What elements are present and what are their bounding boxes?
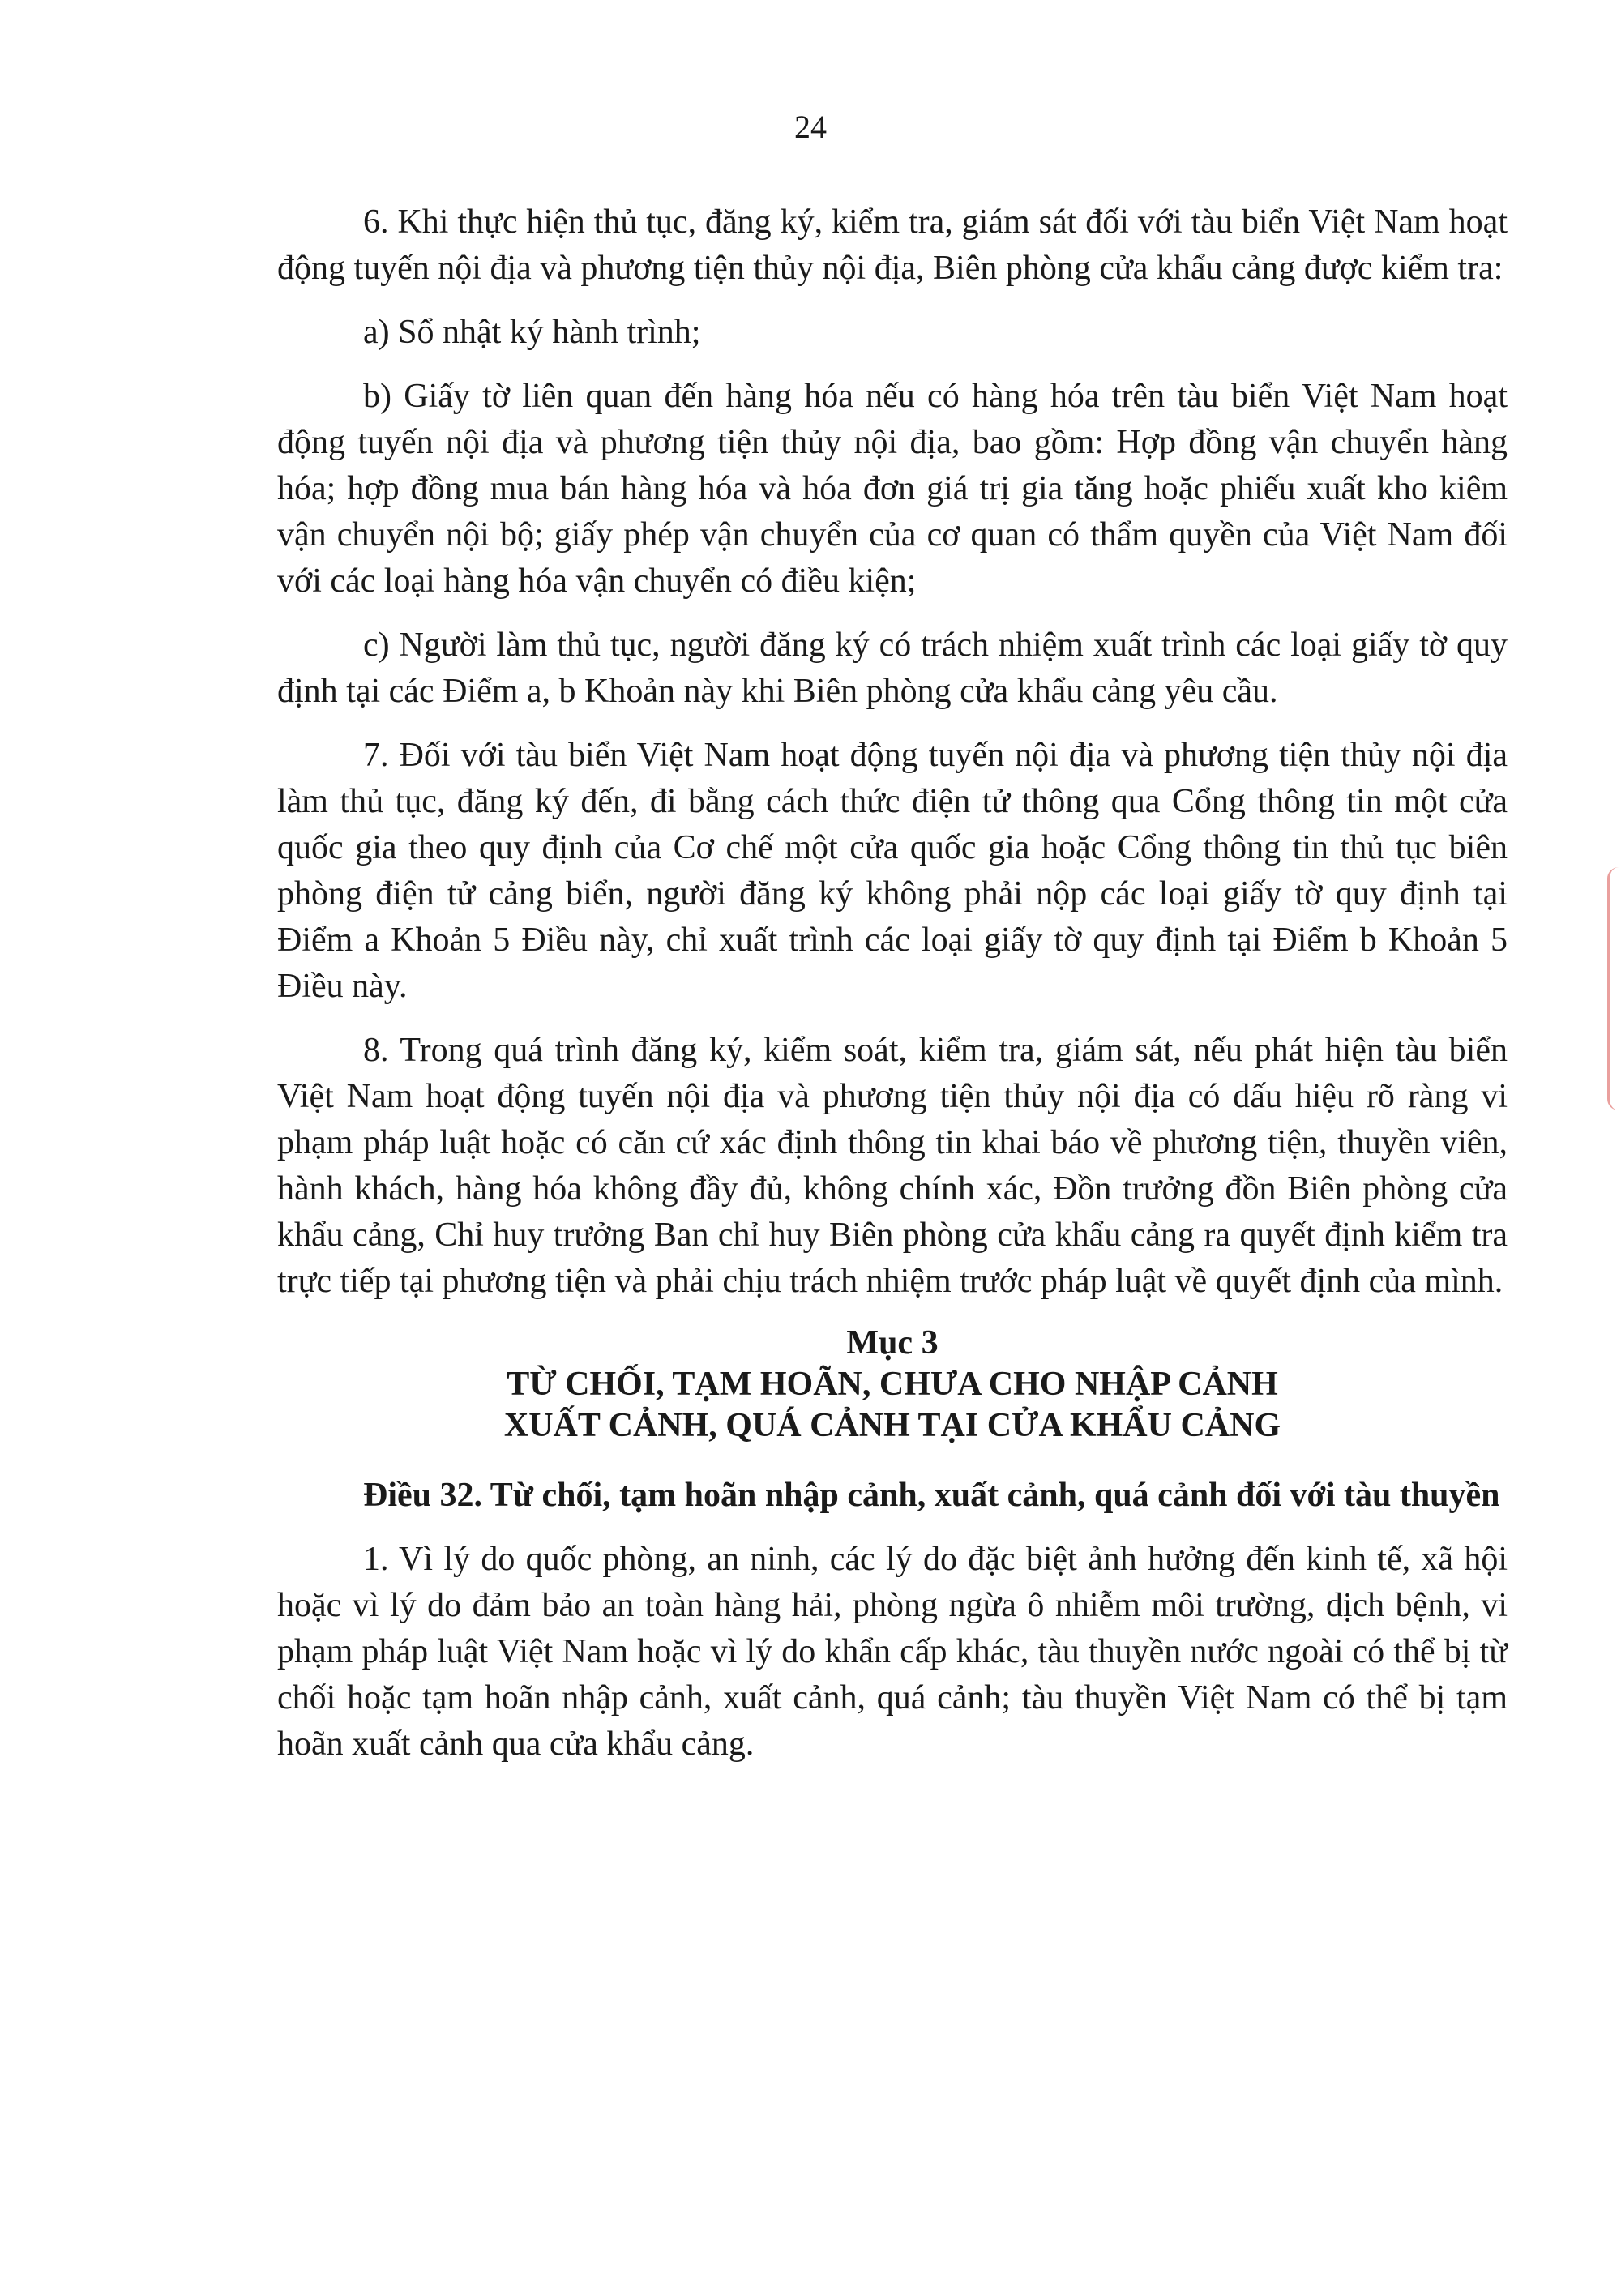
section-title-line-2: XUẤT CẢNH, QUÁ CẢNH TẠI CỬA KHẨU CẢNG [503,1407,1281,1444]
stamp-edge-mark [1607,867,1621,1110]
paragraph-point-b: b) Giấy tờ liên quan đến hàng hóa nếu có hàng hóa trên tàu biển Việt Nam hoạt động tuyến nội địa và phương tiện thủy nội địa, bao gồm: Hợp đồng vận chuyển hàng hóa; hợp đồng mua bán hàng hóa và hóa đơn giá trị gia tăng hoặc phiếu xuất kho kiêm vận chuyển nội bộ; giấy phép vận chuyển của cơ quan có thẩm quyền của Việt Nam đối với các loại hàng hóa vận chuyển có điều kiện; [277,378,1508,600]
paragraph-clause-6: 6. Khi thực hiện thủ tục, đăng ký, kiểm tra, giám sát đối với tàu biển Việt Nam hoạt động tuyến nội địa và phương tiện thủy nội địa, Biên phòng cửa khẩu cảng được kiểm tra: [277,203,1508,287]
section-title-line-1: TỪ CHỐI, TẠM HOÃN, CHƯA CHO NHẬP CẢNH [507,1366,1278,1403]
section-label: Mục 3 [846,1324,939,1362]
paragraph-clause-8: 8. Trong quá trình đăng ký, kiểm soát, kiểm tra, giám sát, nếu phát hiện tàu biển Việt Nam hoạt động tuyến nội địa và phương tiện thủy nội địa có dấu hiệu rõ ràng vi phạm pháp luật hoặc có căn cứ xác định thông tin khai báo về phương tiện, thuyền viên, hành khách, hàng hóa không đầy đủ, không chính xác, Đồn trưởng đồn Biên phòng cửa khẩu cảng, Chỉ huy trưởng Ban chỉ huy Biên phòng cửa khẩu cảng ra quyết định kiểm tra trực tiếp tại phương tiện và phải chịu trách nhiệm trước pháp luật về quyết định của mình. [277,1032,1508,1300]
document-body [277,199,1508,1785]
paragraph-article-32-clause-1: 1. Vì lý do quốc phòng, an ninh, các lý do đặc biệt ảnh hưởng đến kinh tế, xã hội hoặc vì lý do đảm bảo an toàn hàng hải, phòng ngừa ô nhiễm môi trường, dịch bệnh, vi phạm pháp luật Việt Nam hoặc vì lý do khẩn cấp khác, tàu thuyền nước ngoài có thể bị từ chối hoặc tạm hoãn nhập cảnh, xuất cảnh, quá cảnh; tàu thuyền Việt Nam có thể bị tạm hoãn xuất cảnh qua cửa khẩu cảng. [277,1541,1508,1763]
section-heading [277,1323,1508,1447]
paragraph-clause-7: 7. Đối với tàu biển Việt Nam hoạt động tuyến nội địa và phương tiện thủy nội địa làm thủ tục, đăng ký đến, đi bằng cách thức điện tử thông qua Cổng thông tin một cửa quốc gia theo quy định của Cơ chế một cửa quốc gia hoặc Cổng thông tin thủ tục biên phòng điện tử cảng biển, người đăng ký không phải nộp các loại giấy tờ quy định tại Điểm a Khoản 5 Điều này, chỉ xuất trình các loại giấy tờ quy định tại Điểm b Khoản 5 Điều này. [277,737,1508,1005]
paragraph-point-c: c) Người làm thủ tục, người đăng ký có trách nhiệm xuất trình các loại giấy tờ quy định tại các Điểm a, b Khoản này khi Biên phòng cửa khẩu cảng yêu cầu. [277,626,1508,710]
paragraph-point-a: a) Sổ nhật ký hành trình; [363,314,701,351]
article-title: Điều 32. Từ chối, tạm hoãn nhập cảnh, xuất cảnh, quá cảnh đối với tàu thuyền [363,1477,1500,1514]
page-number: 24 [794,109,827,145]
